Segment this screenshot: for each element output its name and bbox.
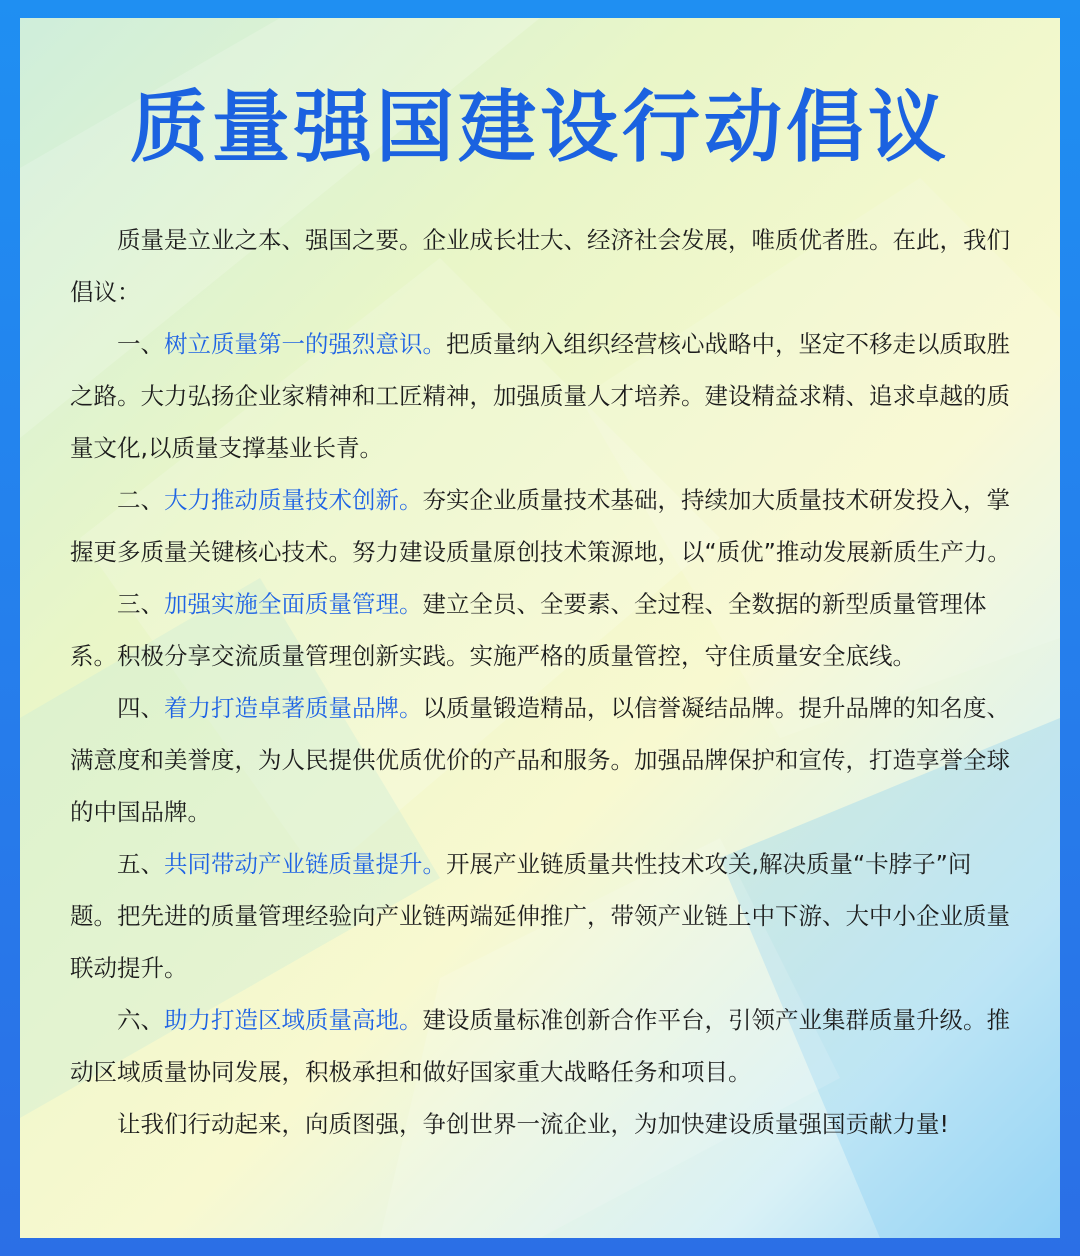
item-number: 五、 xyxy=(117,849,164,878)
item-heading: 着力打造卓著质量品牌。 xyxy=(164,693,423,722)
proposal-item-4 xyxy=(70,682,1012,838)
item-heading: 树立质量第一的强烈意识。 xyxy=(164,329,446,358)
item-body: 夯实企业质量技术基础，持续加大质量技术研发投入，掌握更多质量关键核心技术。努力建设质量原创技术策源地，以“质优”推动发展新质生产力。 xyxy=(70,485,1011,566)
proposal-body xyxy=(70,214,1012,1150)
item-body: 把质量纳入组织经营核心战略中，坚定不移走以质取胜之路。大力弘扬企业家精神和工匠精神，加强质量人才培养。建设精益求精、追求卓越的质量文化,以质量支撑基业长青。 xyxy=(70,329,1010,462)
item-body: 以质量锻造精品，以信誉凝结品牌。提升品牌的知名度、满意度和美誉度，为人民提供优质优价的产品和服务。加强品牌保护和宣传，打造享誉全球的中国品牌。 xyxy=(70,693,1010,826)
item-heading: 助力打造区域质量高地。 xyxy=(164,1005,423,1034)
item-number: 三、 xyxy=(117,589,164,618)
proposal-item-3 xyxy=(70,578,1012,682)
item-body: 建立全员、全要素、全过程、全数据的新型质量管理体系。积极分享交流质量管理创新实践。实施严格的质量管控，守住质量安全底线。 xyxy=(70,589,987,670)
item-body: 开展产业链质量共性技术攻关,解决质量“卡脖子”问题。把先进的质量管理经验向产业链两端延伸推广，带领产业链上中下游、大中小企业质量联动提升。 xyxy=(70,849,1010,982)
proposal-item-5 xyxy=(70,838,1012,994)
intro-paragraph: 质量是立业之本、强国之要。企业成长壮大、经济社会发展，唯质优者胜。在此，我们倡议： xyxy=(70,225,1010,306)
item-heading: 大力推动质量技术创新。 xyxy=(164,485,423,514)
item-body: 建设质量标准创新合作平台，引领产业集群质量升级。推动区域质量协同发展，积极承担和做好国家重大战略任务和项目。 xyxy=(70,1005,1010,1086)
closing-paragraph: 让我们行动起来，向质图强，争创世界一流企业，为加快建设质量强国贡献力量! xyxy=(117,1109,949,1138)
proposal-item-1 xyxy=(70,318,1012,474)
item-number: 一、 xyxy=(117,329,164,358)
item-number: 六、 xyxy=(117,1005,164,1034)
proposal-item-6 xyxy=(70,994,1012,1098)
item-number: 二、 xyxy=(117,485,164,514)
poster-panel xyxy=(20,18,1060,1238)
page-title: 质量强国建设行动倡议 xyxy=(129,83,950,173)
item-heading: 加强实施全面质量管理。 xyxy=(164,589,423,618)
item-heading: 共同带动产业链质量提升。 xyxy=(164,849,446,878)
proposal-item-2 xyxy=(70,474,1012,578)
item-number: 四、 xyxy=(117,693,164,722)
